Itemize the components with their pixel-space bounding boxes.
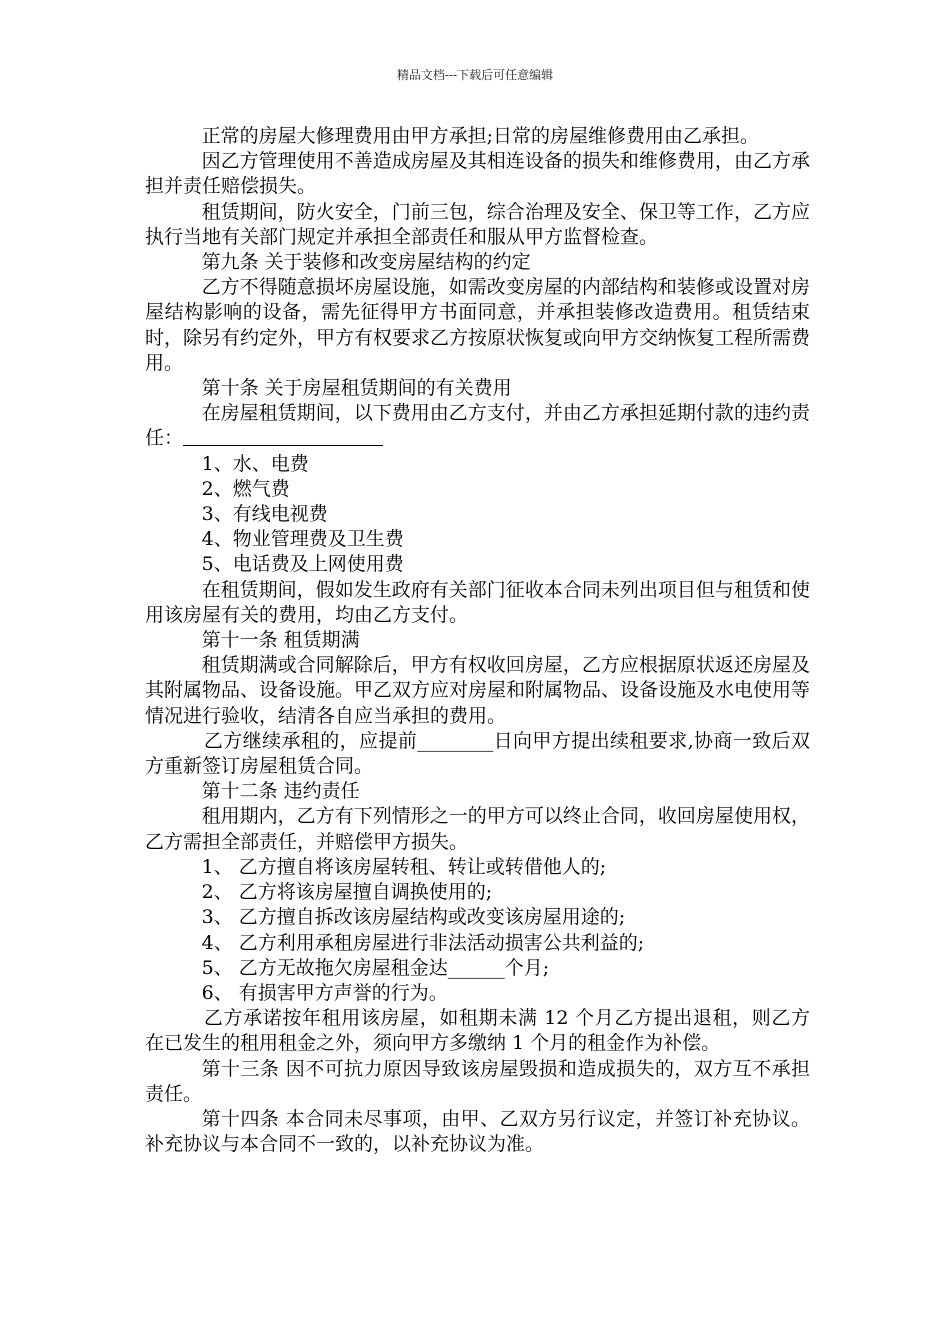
list-item-breach-1: 1、 乙方擅自将该房屋转租、转让或转借他人的; (201, 855, 607, 878)
paragraph-early-termination: 乙方承诺按年租用该房屋，如租期未满 12 个月乙方提出退租，则乙方在已发生的租用租金之外，须向甲方多缴纳 1 个月的租金作为补偿。 (145, 1007, 810, 1055)
blank-underline (183, 444, 383, 446)
article-14: 第十四条 本合同未尽事项，由甲、乙双方另行议定，并签订补充协议。补充协议与本合同不一致的，以补充协议为准。 (145, 1107, 810, 1156)
list-item-fee-1: 1、水、电费 (201, 452, 309, 475)
list-item-fee-2: 2、燃气费 (201, 477, 290, 500)
paragraph-damage-liability: 因乙方管理使用不善造成房屋及其相连设备的损失和维修费用，由乙方承担并责任赔偿损失。 (145, 150, 810, 198)
article-9-heading: 第九条 关于装修和改变房屋结构的约定 (201, 251, 531, 274)
list-item-breach-5: 5、 乙方无故拖欠房屋租金达______个月; (201, 956, 550, 979)
paragraph-fees-intro (145, 401, 810, 451)
list-item-fee-5: 5、电话费及上网使用费 (201, 553, 404, 576)
paragraph-other-fees: 在租赁期间，假如发生政府有关部门征收本合同未列出项目但与租赁和使用该房屋有关的费用，均由乙方支付。 (145, 578, 810, 626)
article-13: 第十三条 因不可抗力原因导致该房屋毁损和造成损失的，双方互不承担责任。 (145, 1057, 810, 1105)
paragraph-renewal: 乙方继续承租的，应提前________日向甲方提出续租要求,协商一致后双方重新签订房屋租赁合同。 (145, 729, 810, 778)
paragraph-breach-intro: 租用期内，乙方有下列情形之一的甲方可以终止合同，收回房屋使用权，乙方需担全部责任，并赔偿甲方损失。 (145, 805, 810, 853)
paragraph-repair-costs: 正常的房屋大修理费用由甲方承担;日常的房屋维修费用由乙承担。 (201, 125, 760, 147)
list-item-breach-6: 6、 有损害甲方声誉的行为。 (201, 981, 448, 1004)
document-body (145, 124, 810, 1157)
paragraph-lease-expiry: 租赁期满或合同解除后，甲方有权收回房屋，乙方应根据原状返还房屋及其附属物品、设备设施。甲乙双方应对房屋和附属物品、设备设施及水电使用等情况进行验收，结清各自应当承担的费用。 (145, 654, 811, 727)
list-item-fee-4: 4、物业管理费及卫生费 (201, 528, 404, 551)
list-item-breach-2: 2、 乙方将该房屋擅自调换使用的; (201, 881, 493, 904)
list-item-breach-4: 4、 乙方利用承租房屋进行非法活动损害公共利益的; (201, 931, 645, 954)
list-item-breach-3: 3、 乙方擅自拆改该房屋结构或改变该房屋用途的; (201, 906, 626, 929)
article-10-heading: 第十条 关于房屋租赁期间的有关费用 (201, 377, 512, 400)
fees-intro-text: 在房屋租赁期间，以下费用由乙方支付，并由乙方承担延期付款的违约责任： (145, 402, 810, 450)
article-12-heading: 第十二条 违约责任 (201, 780, 360, 803)
list-item-fee-3: 3、有线电视费 (201, 503, 328, 526)
article-11-heading: 第十一条 租赁期满 (201, 629, 360, 652)
page-header: 精品文档---下载后可任意编辑 (396, 68, 554, 82)
paragraph-renovation-rules: 乙方不得随意损坏房屋设施，如需改变房屋的内部结构和装修或设置对房屋结构影响的设备，需先征得甲方书面同意，并承担装修改造费用。租赁结束时，除另有约定外，甲方有权要求乙方按原状恢复或向甲方交纳恢复工程所需费用。 (145, 276, 811, 374)
paragraph-safety-duties: 租赁期间，防火安全，门前三包，综合治理及安全、保卫等工作，乙方应执行当地有关部门规定并承担全部责任和服从甲方监督检查。 (145, 200, 810, 248)
